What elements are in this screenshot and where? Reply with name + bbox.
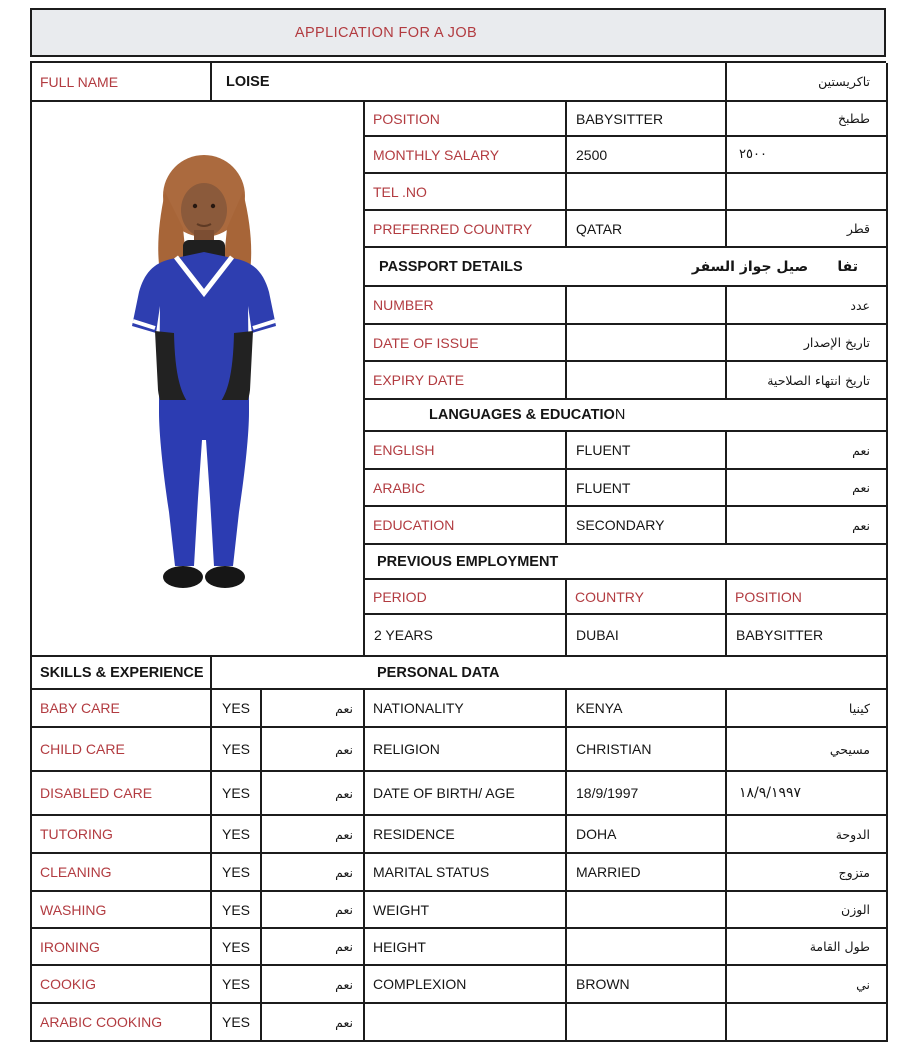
- skill-yes: YES: [212, 728, 262, 772]
- passport-number-label: NUMBER: [365, 287, 567, 325]
- skill-label: CLEANING: [32, 854, 212, 892]
- education-label: EDUCATION: [365, 507, 567, 545]
- weight-arabic: الوزن: [727, 892, 888, 929]
- skill-label: CHILD CARE: [32, 728, 212, 772]
- skill-yes: YES: [212, 816, 262, 854]
- passport-details-title: PASSPORT DETAILS: [379, 258, 523, 275]
- nationality-label: NATIONALITY: [365, 690, 567, 728]
- weight-label: WEIGHT: [365, 892, 567, 929]
- applicant-photo: [32, 102, 365, 657]
- skill-label: ARABIC COOKING: [32, 1004, 212, 1042]
- empty-value-cell: [567, 1004, 727, 1042]
- date-of-issue-value: [567, 325, 727, 362]
- skill-yes: YES: [212, 1004, 262, 1042]
- marital-status-label: MARITAL STATUS: [365, 854, 567, 892]
- skill-yes: YES: [212, 892, 262, 929]
- preferred-country-label: PREFERRED COUNTRY: [365, 211, 567, 248]
- skill-label: DISABLED CARE: [32, 772, 212, 816]
- complexion-arabic: ني: [727, 966, 888, 1004]
- full-name-label: FULL NAME: [32, 63, 212, 102]
- full-name-arabic: تاكريستين: [727, 63, 888, 102]
- height-label: HEIGHT: [365, 929, 567, 966]
- date-of-issue-arabic: تاريخ الإصدار: [727, 325, 888, 362]
- nationality-value: KENYA: [567, 690, 727, 728]
- skill-yes-arabic: نعم: [262, 966, 365, 1004]
- english-value: FLUENT: [567, 432, 727, 470]
- skill-yes-arabic: نعم: [262, 1004, 365, 1042]
- languages-education-title: LANGUAGES & EDUCATIO: [429, 407, 615, 423]
- form-title: APPLICATION FOR A JOB: [294, 24, 478, 41]
- skill-yes-arabic: نعم: [262, 772, 365, 816]
- passport-number-arabic: عدد: [727, 287, 888, 325]
- position-value: BABYSITTER: [567, 102, 727, 137]
- skill-label: IRONING: [32, 929, 212, 966]
- country-column-header: COUNTRY: [567, 580, 727, 615]
- telephone-arabic: [727, 174, 888, 211]
- languages-education-header: [365, 400, 888, 432]
- salary-value: 2500: [567, 137, 727, 174]
- religion-value: CHRISTIAN: [567, 728, 727, 772]
- weight-value: [567, 892, 727, 929]
- arabic-label: ARABIC: [365, 470, 567, 507]
- preferred-country-arabic: قطر: [727, 211, 888, 248]
- complexion-label: COMPLEXION: [365, 966, 567, 1004]
- country-value: DUBAI: [567, 615, 727, 657]
- personal-data-header: PERSONAL DATA: [212, 657, 888, 690]
- expiry-date-value: [567, 362, 727, 400]
- education-value: SECONDARY: [567, 507, 727, 545]
- skill-label: TUTORING: [32, 816, 212, 854]
- marital-status-value: MARRIED: [567, 854, 727, 892]
- skill-yes: YES: [212, 772, 262, 816]
- expiry-date-arabic: تاريخ انتهاء الصلاحية: [727, 362, 888, 400]
- passport-details-header: [365, 248, 888, 287]
- position-label: POSITION: [365, 102, 567, 137]
- height-value: [567, 929, 727, 966]
- skill-yes-arabic: نعم: [262, 690, 365, 728]
- marital-status-arabic: متزوج: [727, 854, 888, 892]
- full-name-value: LOISE: [212, 63, 727, 102]
- period-column-header: PERIOD: [365, 580, 567, 615]
- salary-arabic: ٢٥٠٠: [727, 137, 888, 174]
- religion-arabic: مسيحي: [727, 728, 888, 772]
- arabic-value: FLUENT: [567, 470, 727, 507]
- skill-label: BABY CARE: [32, 690, 212, 728]
- period-value: 2 YEARS: [365, 615, 567, 657]
- form-table: [30, 61, 886, 1042]
- residence-value: DOHA: [567, 816, 727, 854]
- skill-yes-arabic: نعم: [262, 728, 365, 772]
- passport-details-title-arabic: تفا صيل جواز السفر: [691, 258, 858, 275]
- position-arabic: ططبخ: [727, 102, 888, 137]
- skill-yes: YES: [212, 690, 262, 728]
- expiry-date-label: EXPIRY DATE: [365, 362, 567, 400]
- education-arabic: نعم: [727, 507, 888, 545]
- position-column-header: POSITION: [727, 580, 888, 615]
- date-of-issue-label: DATE OF ISSUE: [365, 325, 567, 362]
- complexion-value: BROWN: [567, 966, 727, 1004]
- skill-yes: YES: [212, 966, 262, 1004]
- applicant-photo-illustration: [85, 140, 325, 600]
- skill-yes-arabic: نعم: [262, 892, 365, 929]
- skill-yes: YES: [212, 929, 262, 966]
- skill-yes-arabic: نعم: [262, 854, 365, 892]
- passport-number-value: [567, 287, 727, 325]
- previous-employment-header: PREVIOUS EMPLOYMENT: [365, 545, 888, 580]
- empty-arabic-cell: [727, 1004, 888, 1042]
- english-label: ENGLISH: [365, 432, 567, 470]
- skill-yes-arabic: نعم: [262, 929, 365, 966]
- skill-yes: YES: [212, 854, 262, 892]
- skill-yes-arabic: نعم: [262, 816, 365, 854]
- arabic-arabic: نعم: [727, 470, 888, 507]
- date-of-birth-arabic: ١٨/٩/١٩٩٧: [727, 772, 888, 816]
- salary-label: MONTHLY SALARY: [365, 137, 567, 174]
- skills-experience-header: SKILLS & EXPERIENCE: [32, 657, 212, 690]
- english-arabic: نعم: [727, 432, 888, 470]
- nationality-arabic: كينيا: [727, 690, 888, 728]
- religion-label: RELIGION: [365, 728, 567, 772]
- date-of-birth-label: DATE OF BIRTH/ AGE: [365, 772, 567, 816]
- position-previous-value: BABYSITTER: [727, 615, 888, 657]
- residence-arabic: الدوحة: [727, 816, 888, 854]
- date-of-birth-value: 18/9/1997: [567, 772, 727, 816]
- preferred-country-value: QATAR: [567, 211, 727, 248]
- telephone-value: [567, 174, 727, 211]
- height-arabic: طول القامة: [727, 929, 888, 966]
- residence-label: RESIDENCE: [365, 816, 567, 854]
- skill-label: WASHING: [32, 892, 212, 929]
- telephone-label: TEL .NO: [365, 174, 567, 211]
- skill-label: COOKIG: [32, 966, 212, 1004]
- languages-education-title-tail: N: [614, 407, 626, 423]
- empty-label-cell: [365, 1004, 567, 1042]
- form-title-bar: [30, 8, 886, 57]
